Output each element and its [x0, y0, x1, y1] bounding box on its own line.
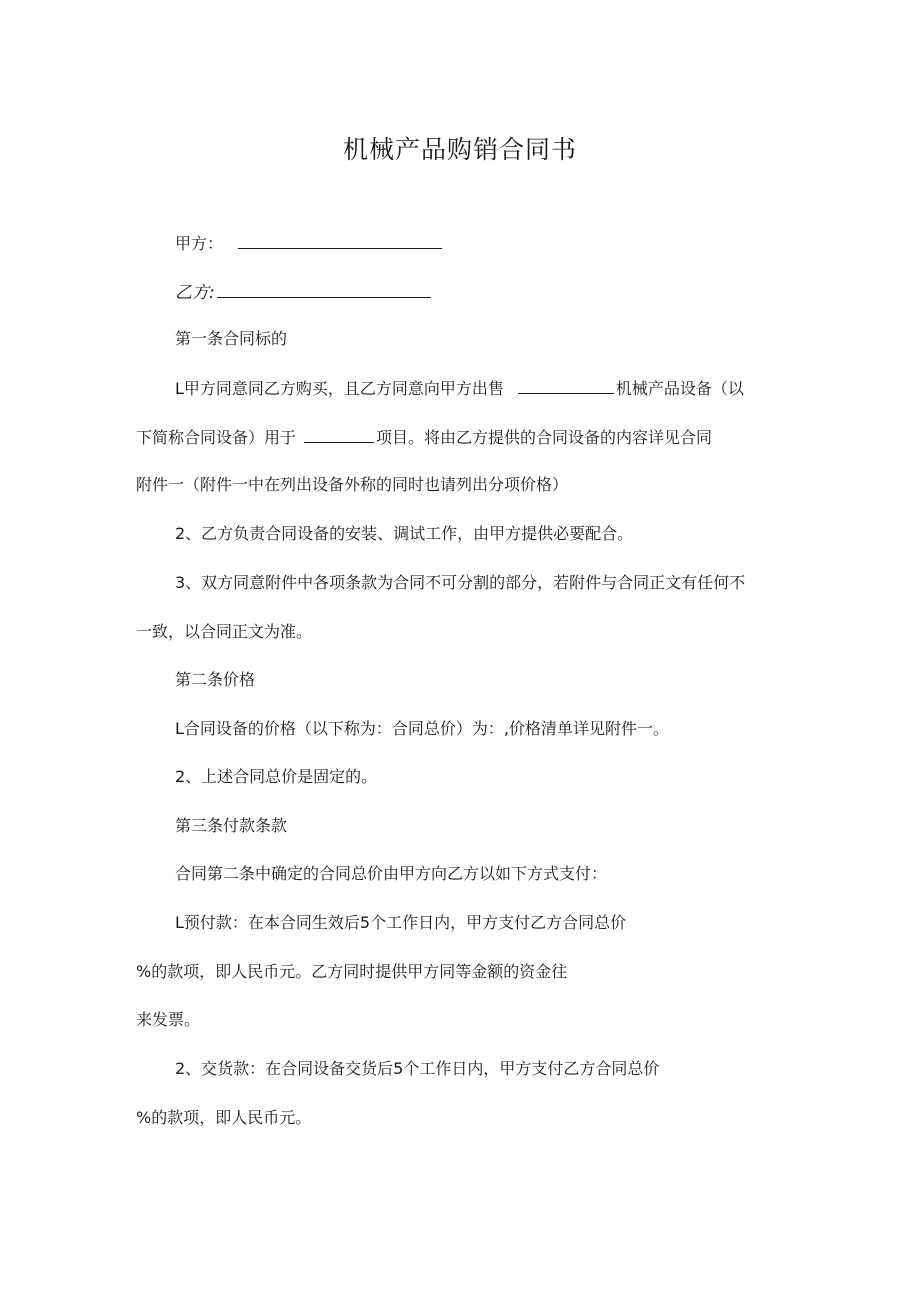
document-title: 机械产品购销合同书 [342, 135, 577, 164]
article1-item1-line3: 附件一（附件一中在列出设备外称的同时也请列出分项价格） [136, 475, 569, 494]
article3-item2-line1: 2、交货款：在合同设备交货后5个工作日内，甲方支付乙方合同总价 [175, 1059, 660, 1078]
article1-item1-line2: 下简称合同设备）用于 项目。将由乙方提供的合同设备的内容详见合同 [136, 425, 712, 450]
project-blank [304, 425, 374, 443]
article1-item3-line2: 一致，以合同正文为准。 [136, 622, 313, 641]
party-a-line [175, 231, 444, 256]
article1-item1-line1: L甲方同意同乙方购买，且乙方同意向甲方出售 机械产品设备（以 [175, 376, 744, 401]
article3-item1-line2: %的款项，即人民币元。乙方同时提供甲方同等金额的资金往 [136, 962, 568, 981]
party-b-line [175, 280, 433, 305]
product-blank [518, 376, 614, 394]
article3-item2-line2: %的款项，即人民币元。 [136, 1108, 312, 1127]
party-a-label: 甲方： [175, 234, 224, 253]
party-b-blank [217, 280, 431, 298]
article1-item3-line1: 3、双方同意附件中各项条款为合同不可分割的部分，若附件与合同正文有任何不 [175, 573, 746, 592]
article3-item1-line1: L预付款：在本合同生效后5个工作日内，甲方支付乙方合同总价 [175, 913, 627, 932]
party-b-label: 乙方: [175, 283, 215, 303]
article2-heading: 第二条价格 [175, 670, 256, 689]
article3-intro: 合同第二条中确定的合同总价由甲方向乙方以如下方式支付： [175, 864, 608, 883]
article2-item2: 2、上述合同总价是固定的。 [175, 767, 378, 786]
article3-item1-line3: 来发票。 [136, 1010, 201, 1029]
article1-item2: 2、乙方负责合同设备的安装、调试工作，由甲方提供必要配合。 [175, 524, 634, 543]
party-a-blank [238, 231, 442, 249]
article1-heading: 第一条合同标的 [175, 329, 288, 348]
article3-heading: 第三条付款条款 [175, 816, 288, 835]
article2-item1: L合同设备的价格（以下称为：合同总价）为：,价格清单详见附件一。 [175, 719, 670, 738]
